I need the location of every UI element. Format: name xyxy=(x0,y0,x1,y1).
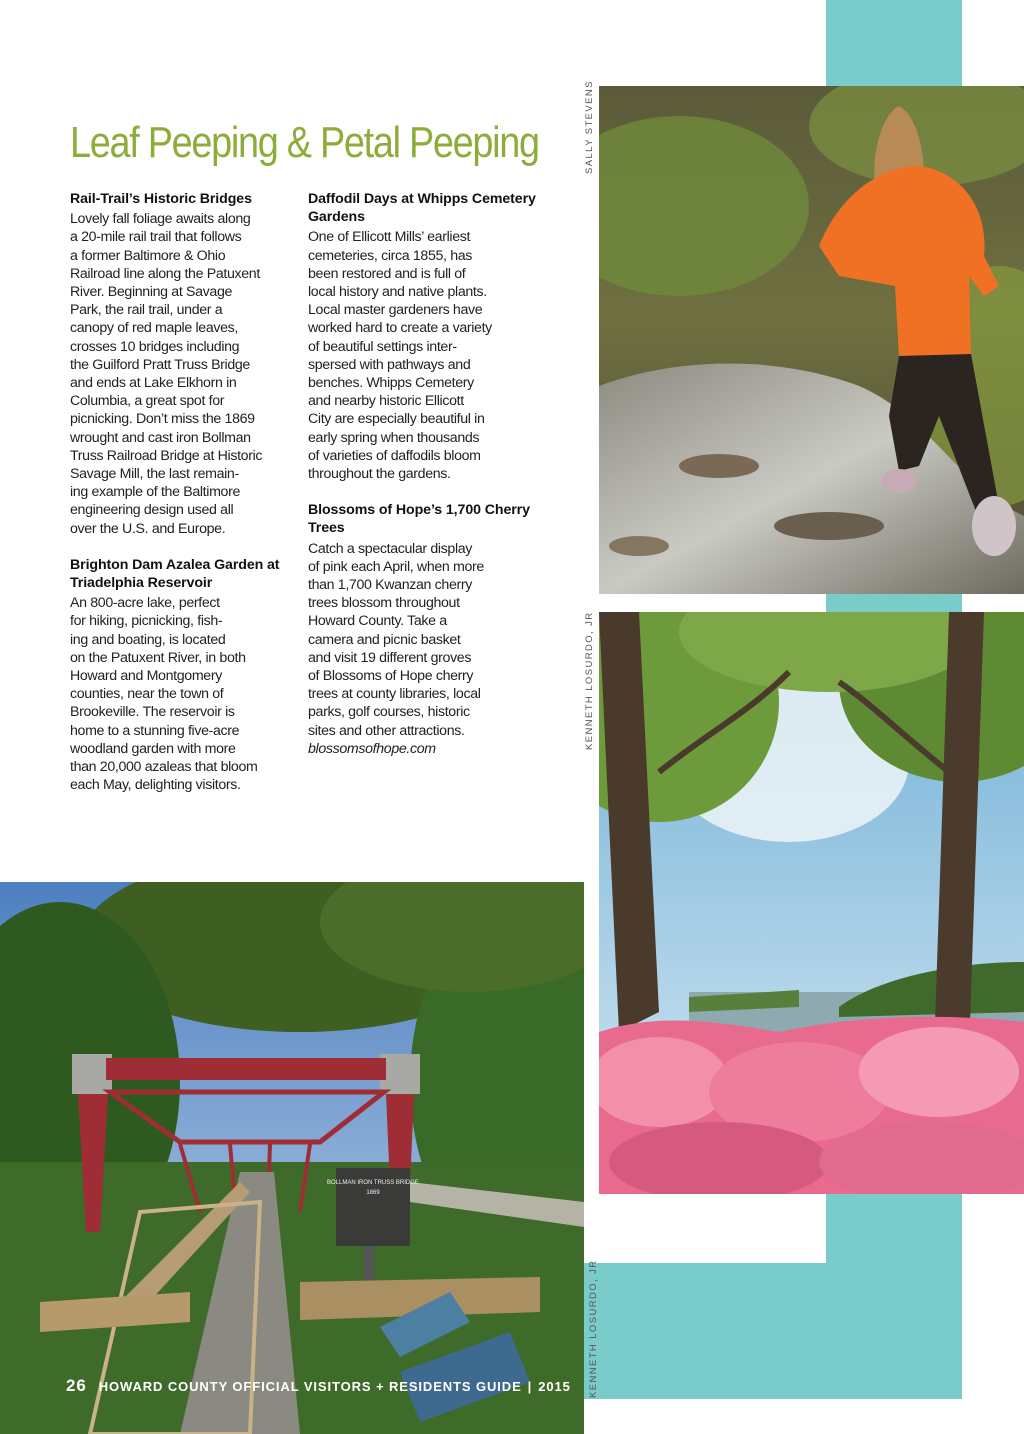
photo-bollman-bridge-graphic xyxy=(0,882,584,1434)
photo-credit-middle: KENNETH LOSURDO, JR xyxy=(584,611,595,750)
page-footer xyxy=(66,1376,571,1396)
section-body: Catch a spectacular display of pink each April, when more than 1,700 Kwanzan cherry trees blossom throughout Howard County. Take a camera and picnic basket and visit 19 different groves of Blossoms of Hope cherry trees at county libraries, local parks, golf courses, historic sites and other attractions. xyxy=(308,540,484,739)
photo-girl-stream-graphic xyxy=(599,86,1024,594)
text-column-right xyxy=(308,190,548,776)
teal-accent-middle xyxy=(826,594,962,612)
bridge-sign-line1: BOLLMAN IRON TRUSS BRIDGE xyxy=(327,1180,419,1186)
section-heading: Brighton Dam Azalea Garden at Triadelphia Reservoir xyxy=(70,556,280,592)
bridge-sign-line2: 1869 xyxy=(366,1190,380,1196)
section-body: An 800-acre lake, perfect for hiking, picnicking, fish- ing and boating, is located on the Patuxent River, in both Howard and Montgomery counties, near the town of Brookeville. The reservoir is home to a stunning five-acre woodland garden with more than 20,000 azaleas that bloom each May, delighting visitors. xyxy=(70,595,258,794)
photo-credit-top: SALLY STEVENS xyxy=(584,80,595,174)
section-heading: Blossoms of Hope’s 1,700 Cherry Trees xyxy=(308,502,530,537)
teal-footer-band xyxy=(584,1263,962,1399)
section-rail-trail xyxy=(70,190,310,538)
teal-accent-bottom xyxy=(826,1194,962,1264)
blossoms-of-hope-link[interactable]: blossomsofhope.com xyxy=(308,740,436,757)
text-column-left xyxy=(70,190,310,813)
photo-credit-bottom: KENNETH LOSURDO, JR xyxy=(588,1259,599,1398)
section-daffodil-days xyxy=(308,190,548,483)
section-blossoms-of-hope xyxy=(308,501,548,758)
photo-bollman-bridge xyxy=(0,882,584,1434)
photo-girl-stream xyxy=(599,86,1024,594)
page-number: 26 xyxy=(66,1376,87,1395)
teal-accent-top xyxy=(826,0,962,86)
publication-year: 2015 xyxy=(538,1379,571,1394)
section-heading: Daffodil Days at Whipps Cemetery Gardens xyxy=(308,191,536,226)
section-brighton-dam xyxy=(70,556,310,795)
section-body: One of Ellicott Mills’ earliest cemeteries, circa 1855, has been restored and is full of local history and native plants. Local master gardeners have worked hard to create a variety of beautiful settings inter- spersed with pathways and benches. Whipps Cemetery and nearby historic Ellicott City are especially beautiful in early spring when thousands of varieties of daffodils bloom throughout the gardens. xyxy=(308,229,492,483)
publication-name: HOWARD COUNTY OFFICIAL VISITORS + RESIDENTS GUIDE xyxy=(98,1379,522,1394)
section-heading: Rail-Trail’s Historic Bridges xyxy=(70,191,252,207)
page-title: Leaf Peeping & Petal Peeping xyxy=(70,118,539,167)
photo-azalea-reservoir-graphic xyxy=(599,612,1024,1194)
section-body: Lovely fall foliage awaits along a 20-mile rail trail that follows a former Baltimore & Ohio Railroad line along the Patuxent River. Beginning at Savage Park, the rail trail, under a canopy of red maple leaves, crosses 10 bridges including the Guilford Pratt Truss Bridge and ends at Lake Elkhorn in Columbia, a great spot for picnicking. Don’t miss the 1869 wrought and cast iron Bollman Truss Railroad Bridge at Historic Savage Mill, the last remain- ing example of the Baltimore engineering design used all over the U.S. and Europe. xyxy=(70,211,263,537)
footer-separator: | xyxy=(527,1379,533,1394)
photo-azalea-reservoir xyxy=(599,612,1024,1194)
